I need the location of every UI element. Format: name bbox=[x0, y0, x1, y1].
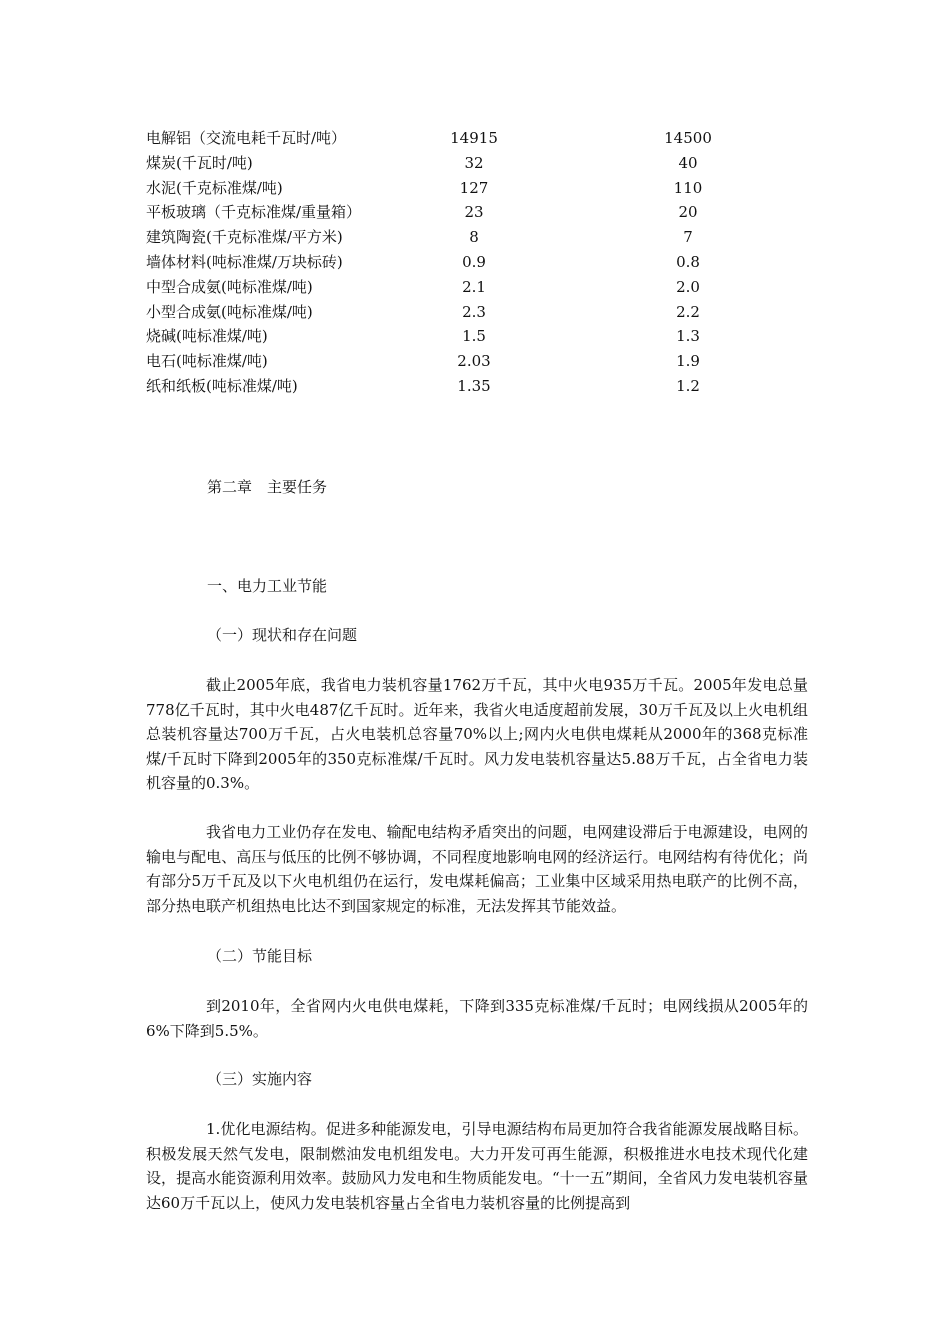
paragraph-problems: 我省电力工业仍存在发电、输配电结构矛盾突出的问题，电网建设滞后于电源建设，电网的输电与配电、高压与低压的比例不够协调，不同程度地影响电网的经济运行。电网结构有待优化；尚有部分5万千瓦及以下火电机组仍在运行，发电煤耗偏高；工业集中区域采用热电联产的比例不高，部分热电联产机组热电比达不到国家规定的标准，无法发挥其节能效益。 bbox=[146, 823, 808, 915]
value-2010: 40 bbox=[678, 153, 698, 172]
value-2005: 1.5 bbox=[462, 327, 486, 346]
value-2005: 32 bbox=[464, 153, 484, 172]
value-2005: 8 bbox=[469, 228, 479, 247]
table-row bbox=[146, 324, 766, 349]
item-name: 煤炭(千瓦时/吨) bbox=[146, 153, 253, 172]
chapter-title: 第二章 主要任务 bbox=[207, 478, 328, 496]
value-2005: 1.35 bbox=[457, 376, 491, 395]
value-2010: 1.2 bbox=[676, 376, 700, 395]
table-row bbox=[146, 225, 766, 250]
item-name: 电石(吨标准煤/吨) bbox=[146, 352, 268, 371]
value-2010: 110 bbox=[673, 178, 703, 197]
value-2005: 23 bbox=[464, 203, 484, 222]
item-name: 小型合成氨(吨标准煤/吨) bbox=[146, 302, 313, 321]
table-row bbox=[146, 374, 766, 399]
item-name: 纸和纸板(吨标准煤/吨) bbox=[146, 376, 298, 395]
value-2005: 2.1 bbox=[462, 277, 486, 296]
table-row bbox=[146, 200, 766, 225]
subsection-title-targets: （二）节能目标 bbox=[207, 947, 313, 965]
table-row bbox=[146, 349, 766, 374]
item-name: 墙体材料(吨标准煤/万块标砖) bbox=[146, 252, 343, 271]
value-2005: 2.3 bbox=[462, 302, 486, 321]
value-2010: 0.8 bbox=[676, 252, 700, 271]
energy-consumption-table bbox=[146, 126, 766, 399]
value-2010: 2.0 bbox=[676, 277, 700, 296]
item-name: 水泥(千克标准煤/吨) bbox=[146, 178, 283, 197]
table-row bbox=[146, 126, 766, 151]
value-2010: 7 bbox=[683, 228, 693, 247]
table-row bbox=[146, 300, 766, 325]
table-row bbox=[146, 275, 766, 300]
value-2010: 20 bbox=[678, 203, 698, 222]
value-2010: 14500 bbox=[664, 129, 712, 147]
paragraph-targets: 到2010年，全省网内火电供电煤耗，下降到335克标准煤/千瓦时；电网线损从2005年的6%下降到5.5%。 bbox=[146, 997, 808, 1040]
value-2010: 1.3 bbox=[676, 327, 700, 346]
subsection-title-status: （一）现状和存在问题 bbox=[207, 626, 358, 644]
item-name: 中型合成氨(吨标准煤/吨) bbox=[146, 277, 313, 296]
table-row bbox=[146, 176, 766, 201]
value-2005: 14915 bbox=[450, 129, 498, 147]
item-name: 平板玻璃（千克标准煤/重量箱） bbox=[146, 203, 362, 222]
paragraph-status: 截止2005年底，我省电力装机容量1762万千瓦，其中火电935万千瓦。2005年发电总量778亿千瓦时，其中火电487亿千瓦时。近年来，我省火电适度超前发展，30万千瓦及以上火电机组总装机容量达700万千瓦，占火电装机总容量70%以上;网内火电供电煤耗从2000年的368克标准煤/千瓦时下降到2005年的350克标准煤/千瓦时。风力发电装机容量达5.88万千瓦，占全省电力装机容量的0.3%。 bbox=[146, 676, 808, 793]
item-name: 烧碱(吨标准煤/吨) bbox=[146, 327, 268, 346]
paragraph-implementation: 1.优化电源结构。促进多种能源发电，引导电源结构布局更加符合我省能源发展战略目标。积极发展天然气发电，限制燃油发电机组发电。大力开发可再生能源，积极推进水电技术现代化建设，提高水能资源利用效率。鼓励风力发电和生物质能发电。“十一五”期间，全省风力发电装机容量达60万千瓦以上，使风力发电装机容量占全省电力装机容量的比例提高到 bbox=[146, 1120, 808, 1212]
value-2010: 2.2 bbox=[676, 302, 700, 321]
value-2005: 0.9 bbox=[462, 252, 486, 271]
section-title: 一、电力工业节能 bbox=[207, 577, 328, 595]
item-name: 电解铝（交流电耗千瓦时/吨） bbox=[146, 129, 347, 147]
table-row bbox=[146, 151, 766, 176]
item-name: 建筑陶瓷(千克标准煤/平方米) bbox=[146, 228, 343, 247]
value-2005: 127 bbox=[459, 178, 489, 197]
value-2010: 1.9 bbox=[676, 352, 700, 371]
subsection-title-implementation: （三）实施内容 bbox=[207, 1070, 313, 1088]
value-2005: 2.03 bbox=[457, 352, 491, 371]
table-row bbox=[146, 250, 766, 275]
